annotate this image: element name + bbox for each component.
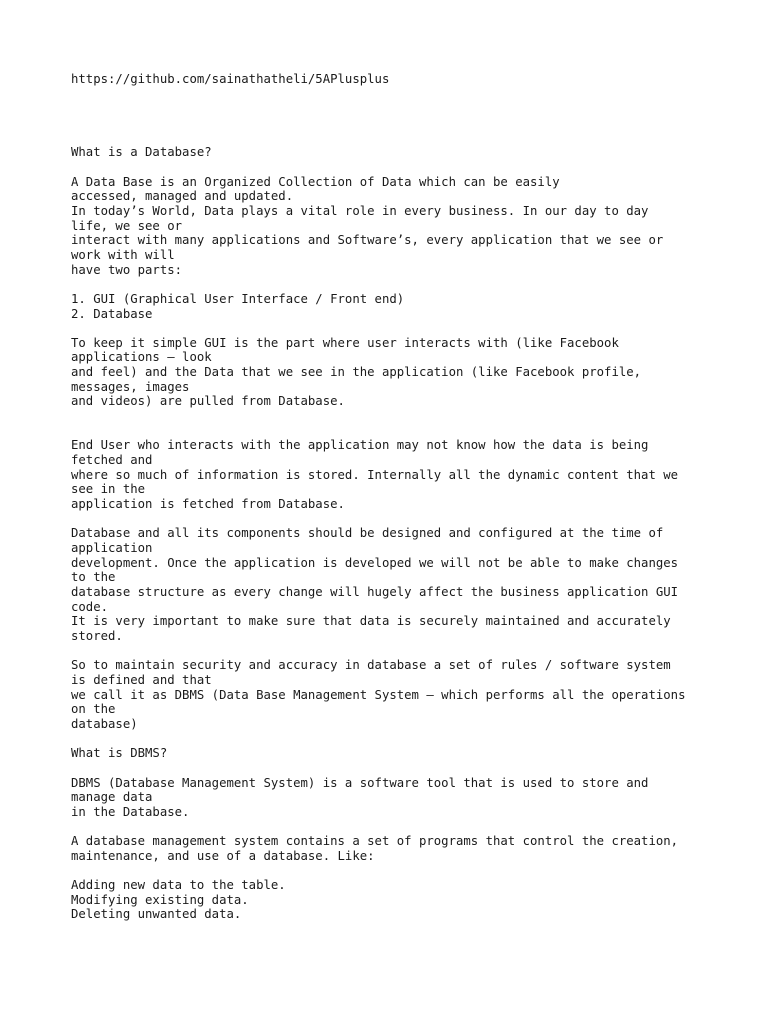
- text-line: in the Database.: [71, 804, 190, 819]
- text-line: fetched and: [71, 453, 153, 468]
- text-line: 2. Database: [71, 306, 153, 321]
- text-line: messages, images: [71, 379, 190, 394]
- text-line: In today’s World, Data plays a vital role in every business. In our day to day: [71, 203, 649, 218]
- text-line: What is a Database?: [71, 145, 212, 160]
- text-line: development. Once the application is developed we will not be able to make changes: [71, 555, 679, 570]
- document-text: [71, 72, 731, 922]
- text-line: So to maintain security and accuracy in database a set of rules / software system: [71, 658, 671, 673]
- text-line: manage data: [71, 790, 153, 805]
- text-line: A database management system contains a set of programs that control the creation,: [71, 834, 679, 849]
- text-line: It is very important to make sure that data is securely maintained and accurately: [71, 614, 671, 629]
- text-line: see in the: [71, 482, 146, 497]
- text-line: A Data Base is an Organized Collection of Data which can be easily: [71, 174, 560, 189]
- text-line: is defined and that: [71, 672, 212, 687]
- text-line: and feel) and the Data that we see in the application (like Facebook profile,: [71, 365, 642, 380]
- text-line: applications – look: [71, 350, 212, 365]
- text-line: Deleting unwanted data.: [71, 907, 242, 922]
- text-line: we call it as DBMS (Data Base Management System – which performs all the operations: [71, 687, 686, 702]
- text-line: accessed, managed and updated.: [71, 189, 294, 204]
- text-line: have two parts:: [71, 262, 183, 277]
- text-line: stored.: [71, 628, 123, 643]
- text-line: database): [71, 716, 138, 731]
- text-line: database structure as every change will hugely affect the business application GUI: [71, 584, 679, 599]
- text-line: life, we see or: [71, 218, 183, 233]
- text-line: To keep it simple GUI is the part where user interacts with (like Facebook: [71, 335, 619, 350]
- text-line: DBMS (Database Management System) is a software tool that is used to store and: [71, 775, 649, 790]
- text-line: https://github.com/sainathatheli/5APlusplus: [71, 72, 390, 86]
- text-line: application is fetched from Database.: [71, 497, 345, 512]
- text-line: and videos) are pulled from Database.: [71, 394, 345, 409]
- text-line: What is DBMS?: [71, 746, 168, 761]
- text-line: application: [71, 541, 153, 555]
- text-line: maintenance, and use of a database. Like:: [71, 848, 375, 863]
- text-line: Adding new data to the table.: [71, 878, 286, 893]
- text-line: code.: [71, 599, 109, 614]
- text-line: Database and all its components should be designed and configured at the time of: [71, 526, 664, 541]
- text-line: interact with many applications and Software’s, every application that we see or: [71, 233, 664, 248]
- text-line: to the: [71, 570, 116, 585]
- text-line: 1. GUI (Graphical User Interface / Front end): [71, 291, 405, 306]
- text-line: where so much of information is stored. Internally all the dynamic content that we: [71, 467, 679, 482]
- text-line: End User who interacts with the application may not know how the data is being: [71, 438, 649, 453]
- text-line: on the: [71, 702, 116, 717]
- text-line: work with will: [71, 247, 175, 262]
- text-line: Modifying existing data.: [71, 892, 249, 907]
